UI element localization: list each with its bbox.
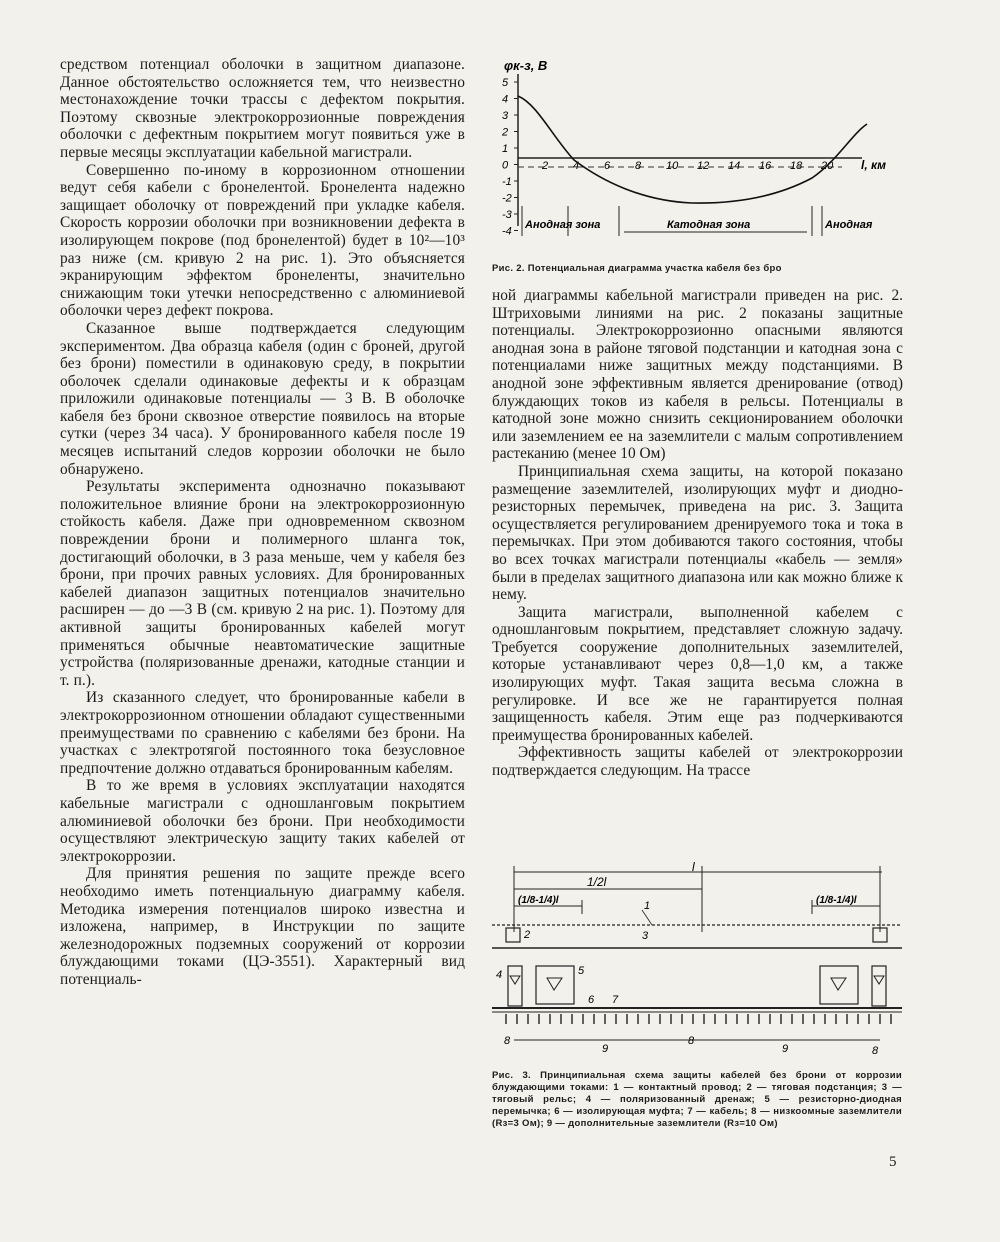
fig2-y-tick: 1 <box>502 143 509 155</box>
fig2-x-axis-label: l, км <box>861 158 886 172</box>
fig2-y-tick: 5 <box>502 77 509 89</box>
fig3-jumper-left <box>536 966 574 1004</box>
fig2-x-tick: 20 <box>821 160 834 172</box>
fig2-x-tick: 18 <box>790 160 803 172</box>
figure-2-potential-diagram <box>492 56 902 256</box>
fig2-y-tick-labels <box>501 77 518 238</box>
fig2-x-tick: 4 <box>573 160 580 172</box>
right-text-column <box>492 287 903 780</box>
fig2-y-tick: 3 <box>502 110 509 122</box>
fig2-x-tick: 6 <box>604 160 611 172</box>
left-text-column <box>60 56 465 988</box>
fig2-x-tick: 8 <box>635 160 642 172</box>
fig3-label-8c: 8 <box>872 1045 879 1057</box>
paragraph: В то же время в условиях эксплуатации находятся кабельные магистрали с одношланговым покрытием алюминиевой оболочки без брони. При необходимости осуществляют электрическую защиту таких кабелей от электрокоррозии. <box>60 777 465 865</box>
fig2-y-tick: -3 <box>502 209 512 221</box>
fig2-zone-anode-right: Анодная <box>825 219 873 231</box>
paragraph: Эффективность защиты кабелей от электрокоррозии подтверждается следующим. На трассе <box>492 744 903 780</box>
paragraph: Совершенно по-иному в коррозионном отношении ведут себя кабели с бронелентой. Бронелента надежно защищает оболочку от повреждений при укладке кабеля. Скорость коррозии оболочки при возникновении дефекта в изолирующем покрове (под бронелентой) будет в 10²—10³ раз ниже (см. кривую 2 на рис. 1). Это объясняется экранирующим эффектом бронеленты, значительно снижающим токи утечки непосредственно с алюминиевой оболочки через дефект покрова. <box>60 161 465 320</box>
figure-3-caption: Рис. 3. Принципиальная схема защиты кабелей без брони от коррозии блуждающими токами: 1 — контактный провод; 2 — тяговая подстанция; 3 — тяговый рельс; 4 — поляризованный дренаж; 5 — резисторно-диодная перемычка; 6 — изолирующая муфта; 7 — кабель; 8 — низкоомные заземлители (Rз=3 Ом); 9 — дополнительные заземлители (Rз=10 Ом) <box>492 1070 902 1129</box>
fig2-x-tick: 14 <box>728 160 741 172</box>
fig3-drainage-left <box>508 966 522 1006</box>
fig3-dim-half: 1/2l <box>587 875 607 889</box>
fig2-x-tick-labels <box>541 160 834 172</box>
fig3-dim-total: l <box>692 862 695 874</box>
fig3-label-8a: 8 <box>504 1035 511 1047</box>
fig3-label-8b: 8 <box>688 1035 695 1047</box>
fig3-ground-electrodes <box>506 1014 891 1024</box>
figure-3-protection-schematic <box>492 862 902 1062</box>
fig2-y-tick: -2 <box>502 192 512 205</box>
fig3-substation-left <box>506 928 520 942</box>
fig2-x-tick: 12 <box>697 160 710 172</box>
fig3-label-5: 5 <box>578 965 585 977</box>
fig2-x-tick: 16 <box>759 160 772 172</box>
fig2-y-tick: 2 <box>502 126 509 139</box>
paragraph: средством потенциал оболочки в защитном диапазоне. Данное обстоятельство осложняется тем, что неизвестно местонахождение точки трассы с дефектом покрытия. Поэтому сквозные электрокоррозионные повреждения оболочки с дефектным покрытием могут появиться уже в первые месяцы эксплуатации кабельной магистрали. <box>60 56 465 161</box>
fig3-label-6: 6 <box>588 994 595 1006</box>
fig3-label-9b: 9 <box>782 1043 789 1055</box>
fig2-zone-cathode: Катодная зона <box>667 219 751 231</box>
fig3-label-4: 4 <box>496 969 503 981</box>
fig3-drainage-right <box>872 966 886 1006</box>
paragraph: Принципиальная схема защиты, на которой показано размещение заземлителей, изолирующих муфт и диодно-резисторных перемычек, приведена на рис. 3. Защита осуществляется регулированием дренируемого тока и тока в перемычках. При этом добиваются такого состояния, чтобы во всех точках магистрали потенциалы «кабель — земля» были в пределах защитного диапазона или как можно ближе к нему. <box>492 462 903 604</box>
paragraph: Для принятия решения по защите прежде всего необходимо иметь потенциальную диаграмму кабеля. Методика измерения потенциалов широко известна и изложена, например, в Инструкции по защите железнодорожных подземных сооружений от коррозии блуждающими токами (ЦЭ-3551). Характерный вид потенциаль- <box>60 865 465 988</box>
page-number: 5 <box>889 1154 897 1170</box>
fig2-y-axis-label: φк-з, В <box>504 58 548 73</box>
fig2-potential-curve <box>518 96 867 203</box>
fig2-zone-anode-left: Анодная зона <box>525 219 601 231</box>
fig2-y-tick: -1 <box>502 176 512 188</box>
fig3-label-3: 3 <box>642 930 649 942</box>
figure-2-caption: Рис. 2. Потенциальная диаграмма участка кабеля без бро <box>492 263 782 274</box>
fig3-label-2: 2 <box>524 929 531 941</box>
fig2-y-tick: 0 <box>502 159 509 172</box>
paragraph: Результаты эксперимента однозначно показывают положительное влияние брони на электрокоррозионную стойкость кабеля. Даже при одновременном сквозном повреждении брони и полимерного шланга ток, достигающий оболочки, в 3 раза меньше, чем у кабеля без брони, при прочих равных условиях. Для бронированных кабелей диапазон защитных потенциалов значительно расширен — до —3 В (см. кривую 2 на рис. 1). Поэтому для активной защиты бронированных кабелей могут применяться обычные неавтоматические защитные устройства (поляризованные дренажи, катодные станции и т. п.). <box>60 478 465 689</box>
paragraph: ной диаграммы кабельной магистрали приведен на рис. 2. Штриховыми линиями на рис. 2 показаны защитные потенциалы. Электрокоррозионно опасными являются анодная зона в районе тяговой подстанции и катодная зона с потенциалами ниже защитных между подстанциями. В анодной зоне эффективным является дренирование (отвод) блуждающих токов из кабеля в рельсы. Потенциалы в катодной зоне можно снизить секционированием оболочки или заземлением ее на заземлители с малым сопротивлением растеканию (менее 10 Ом) <box>492 287 903 463</box>
paragraph: Защита магистрали, выполненной кабелем с одношланговым покрытием, представляет сложную задачу. Требуется сооружение дополнительных заземлителей, которые устанавливают через 0,8—1,0 км, а также изолирующих муфт. Такая защита весьма сложна в регулировке. И все же не гарантируется полная защищенность кабеля. Этим еще раз подчеркиваются преимущества бронированных кабелей. <box>492 603 903 744</box>
fig3-label-9a: 9 <box>602 1043 609 1055</box>
fig3-dim-right: (1/8-1/4)l <box>816 895 857 906</box>
fig2-y-tick: -4 <box>502 225 512 238</box>
fig2-x-tick: 10 <box>666 160 679 172</box>
fig2-y-tick: 4 <box>502 93 509 106</box>
paragraph: Из сказанного следует, что бронированные кабели в электрокоррозионном отношении обладают существенными преимуществами по сравнению с кабелями без брони. На участках с электротягой постоянного тока безусловное предпочтение должно отдаваться бронированным кабелям. <box>60 689 465 777</box>
fig3-label-1: 1 <box>644 900 651 912</box>
fig2-x-tick: 2 <box>542 160 549 172</box>
paragraph: Сказанное выше подтверждается следующим экспериментом. Два образца кабеля (один с броней, другой без брони) поместили в одинаковую среду, в покрытии оболочек сделали одинаковые дефекты и к образцам приложили одинаковые потенциалы — 3 В. В оболочке кабеля без брони сквозное отверстие появилось на вторые сутки (через 34 часа). У бронированного кабеля после 19 месяцев испытаний следов коррозии оболочки не было обнаружено. <box>60 319 465 478</box>
fig3-jumper-right <box>820 966 858 1004</box>
fig3-label-7: 7 <box>612 994 619 1006</box>
fig3-dim-left: (1/8-1/4)l <box>518 895 559 906</box>
